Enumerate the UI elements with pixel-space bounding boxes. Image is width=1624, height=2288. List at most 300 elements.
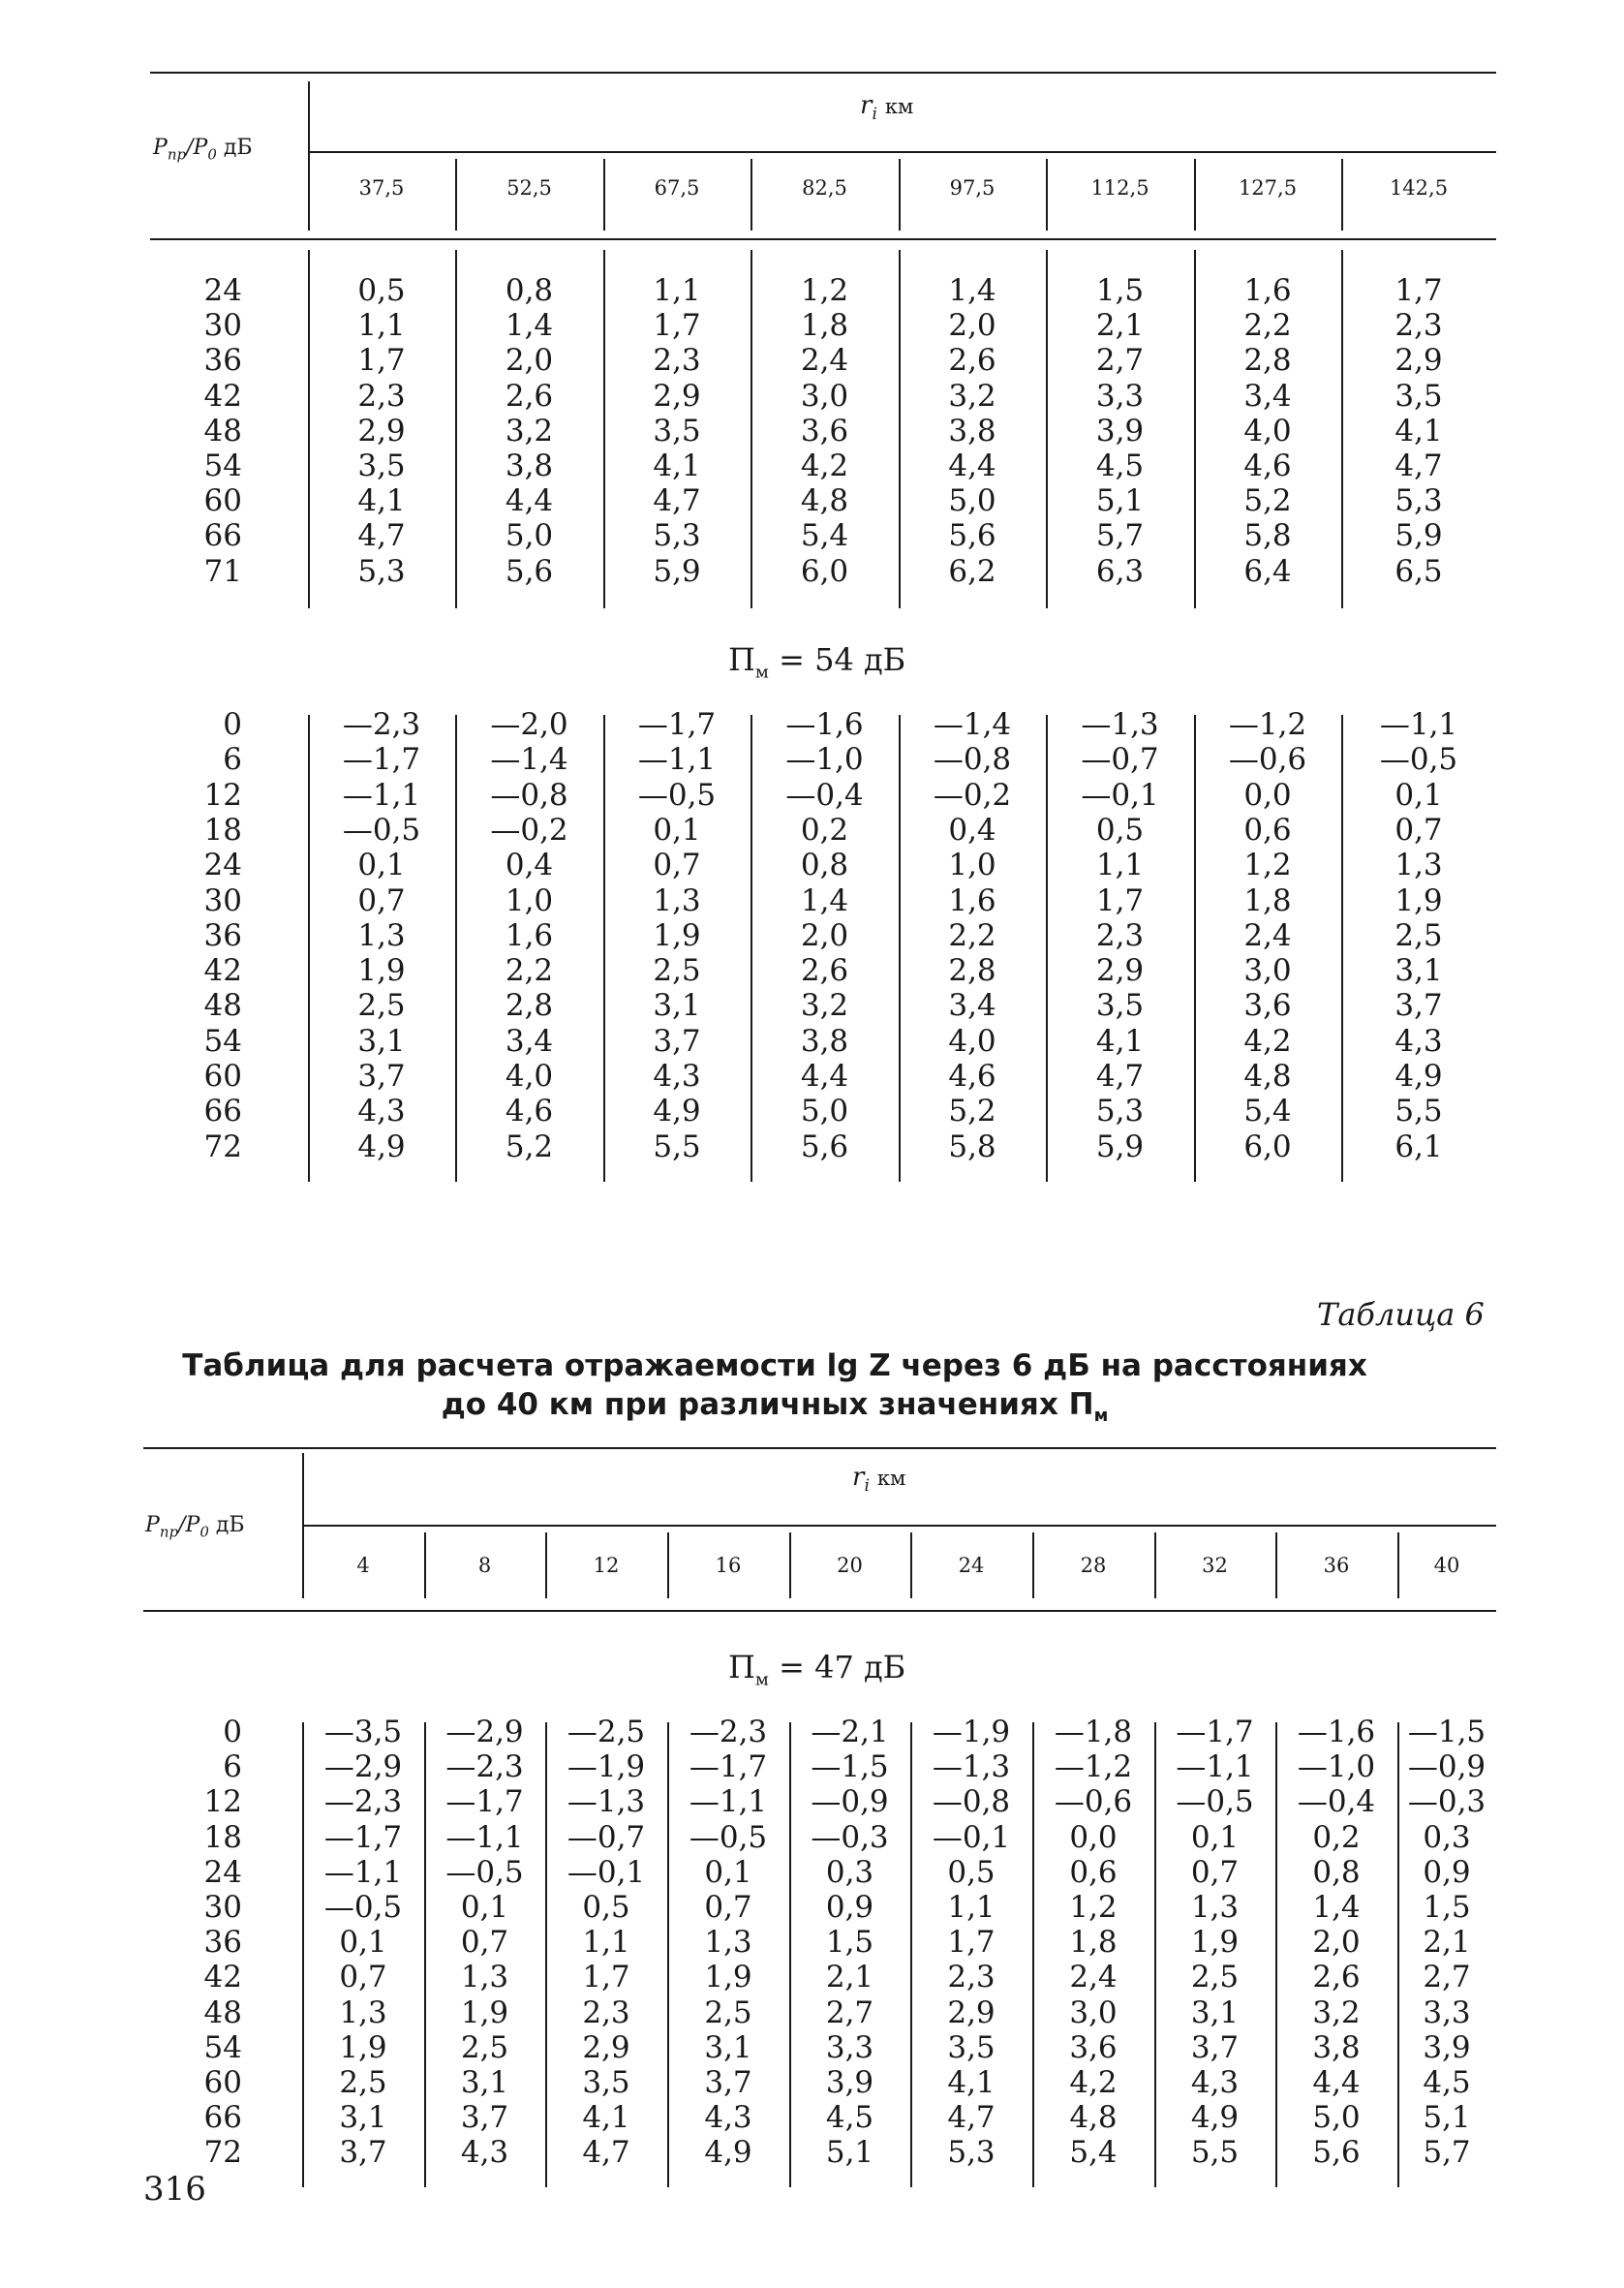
top-table-b1-column-divider: [455, 250, 457, 608]
top-table-b2-cell: —1,6: [785, 707, 864, 742]
table6-cell: 5,3: [947, 2135, 996, 2171]
top-table-b2-cell: 4,3: [357, 1094, 406, 1129]
top-table-b2-cell: 3,7: [357, 1059, 406, 1094]
top-table-b2-cell: 5,2: [948, 1094, 996, 1129]
top-table-b1-cell: 5,3: [357, 553, 406, 589]
table6-cell: 3,7: [1190, 2029, 1240, 2065]
top-table-column-divider: [751, 159, 752, 231]
table6-cell: 3,3: [825, 2029, 874, 2065]
table6-cell: —2,3: [323, 1784, 403, 1820]
top-table-b2-cell: —1,3: [1081, 707, 1159, 742]
top-table-b2-cell: 0,0: [1243, 777, 1292, 813]
table6-cell: 3,6: [1069, 2029, 1118, 2065]
pm-value: = 47 дБ: [768, 1649, 906, 1685]
top-table-b2-cell: —0,5: [637, 777, 717, 813]
top-table-b2-cell: 0,4: [948, 812, 996, 848]
top-table-b1-cell: 5,9: [653, 553, 701, 589]
table6-cell: 1,5: [825, 1925, 874, 1961]
top-table-b1-cell: 5,3: [653, 518, 701, 554]
top-table-b2-cell: 0,2: [800, 812, 849, 848]
top-table-b2-cell: —1,2: [1228, 707, 1307, 742]
top-table-b1-cell: 0,8: [505, 273, 554, 308]
top-table-column-header: 37,5: [358, 176, 405, 200]
top-table-b1-cell: 4,1: [1394, 413, 1443, 448]
top-table-b2-cell: 3,4: [505, 1023, 554, 1059]
top-table-b2-cell: 5,0: [800, 1094, 849, 1129]
table6-row-label: 36: [203, 1925, 242, 1961]
table6-column-divider: [1154, 1532, 1156, 1598]
top-table-b1-cell: 6,3: [1095, 553, 1145, 589]
top-table-rule-header-bottom: [150, 238, 1496, 240]
table6-column-header: 16: [715, 1554, 742, 1577]
table6-cell: 3,9: [1423, 2029, 1471, 2065]
table6-title-line2: [145, 1387, 1404, 1426]
table6-cell: —1,9: [567, 1749, 646, 1785]
top-table-b1-cell: 2,2: [1243, 308, 1292, 344]
table6-rule-mid: [302, 1525, 1496, 1527]
table6-cell: —0,7: [567, 1819, 646, 1855]
table6-row-label: 48: [203, 1994, 242, 2030]
top-table-b2-cell: 1,0: [948, 848, 996, 883]
top-table-b2-cell: 2,4: [1243, 917, 1292, 953]
top-table-b2-cell: 1,4: [800, 882, 849, 918]
top-table-row-header: [153, 136, 253, 163]
table6-cell: 5,1: [1423, 2100, 1471, 2136]
table6-cell: —1,7: [689, 1749, 768, 1785]
p-num: P: [153, 136, 168, 160]
top-table-b1-cell: 1,5: [1095, 273, 1145, 308]
top-table-b1-cell: 5,6: [505, 553, 554, 589]
top-table-b2-cell: —0,8: [933, 742, 1012, 778]
table6-cell: —1,5: [1407, 1715, 1486, 1749]
ri-sub: i: [872, 105, 877, 125]
table6-cell: —0,8: [932, 1784, 1011, 1820]
top-table-b2-cell: 2,6: [800, 953, 849, 989]
top-table-b2-cell: —0,7: [1081, 742, 1159, 778]
table6-cell: 1,3: [1190, 1890, 1240, 1925]
table6-cell: 5,5: [1190, 2135, 1240, 2171]
top-table-b2-row-label: 0: [223, 707, 242, 742]
top-table-b2-cell: 2,5: [653, 953, 701, 989]
table6-row-label: 42: [203, 1960, 242, 1995]
table6-row-label: 54: [203, 2029, 242, 2065]
table6-column-divider: [545, 1532, 547, 1598]
top-table-b2-row-label: 12: [203, 777, 242, 813]
top-table-b2-cell: 0,1: [357, 848, 406, 883]
top-table-b1-cell: 1,1: [653, 273, 701, 308]
table6-cell: 2,5: [339, 2065, 387, 2100]
top-table-b2-cell: 4,4: [800, 1059, 849, 1094]
top-table-b1-cell: 2,0: [948, 308, 996, 344]
top-table-b2-cell: 2,2: [948, 917, 996, 953]
table6-cell: 0,5: [947, 1854, 996, 1890]
top-table-b2-row-label: 30: [203, 882, 242, 918]
table6-cell: 2,5: [704, 1994, 752, 2030]
top-table-b1-cell: 1,8: [800, 308, 849, 344]
top-table-b1-cell: 3,4: [1243, 378, 1292, 414]
top-table-b2-cell: 4,2: [1243, 1023, 1292, 1059]
top-table-b1-cell: 1,4: [948, 273, 996, 308]
top-table-pm-label: [728, 641, 905, 682]
top-table-b2-row-label: 6: [223, 742, 242, 778]
table6-cell: 4,8: [1069, 2100, 1118, 2136]
top-table-b2-cell: 4,6: [505, 1094, 554, 1129]
top-table-b1-cell: 5,9: [1394, 518, 1443, 554]
top-table-b2-cell: 3,0: [1243, 953, 1292, 989]
top-table-b1-cell: 3,8: [948, 413, 996, 448]
table6-cell: —1,3: [567, 1784, 646, 1820]
top-table-b1-column-divider: [1046, 250, 1048, 608]
p-num-sub: пр: [167, 145, 187, 164]
table6-cell: 0,1: [1190, 1819, 1240, 1855]
top-table-b2-cell: 4,6: [948, 1059, 996, 1094]
top-table-b2-cell: 2,5: [357, 988, 406, 1024]
top-table-b1-cell: 5,2: [1243, 483, 1292, 519]
top-table-b1-cell: 1,7: [1394, 273, 1443, 308]
top-table-b2-column-divider: [1341, 715, 1343, 1182]
top-table-b2-cell: —2,0: [490, 707, 568, 742]
table6-cell: —1,1: [323, 1854, 403, 1890]
ri-symbol: r: [852, 1463, 865, 1492]
table6-cell: —0,1: [932, 1819, 1011, 1855]
table6-cell: —2,9: [445, 1715, 524, 1749]
top-table-column-divider: [455, 159, 457, 231]
top-table-column-header: 97,5: [949, 176, 996, 200]
top-table-b2-cell: —0,1: [1081, 777, 1159, 813]
table6-cell: 0,9: [1423, 1854, 1471, 1890]
top-table-b2-cell: 4,9: [357, 1129, 406, 1164]
top-table-b1-cell: 1,2: [800, 273, 849, 308]
table6-column-divider: [1032, 1722, 1034, 2187]
top-table-b2-cell: 5,2: [505, 1129, 554, 1164]
top-table-b2-cell: 5,5: [653, 1129, 701, 1164]
top-table-b1-row-label: 36: [203, 343, 242, 379]
top-table-b1-cell: 2,9: [357, 413, 406, 448]
top-table-b2-row-label: 48: [203, 988, 242, 1024]
table6-cell: 0,1: [339, 1925, 387, 1961]
table6-column-divider: [789, 1532, 791, 1598]
top-table-b2-cell: —0,4: [785, 777, 864, 813]
pm-sub: м: [754, 1669, 769, 1690]
top-table-b2-cell: —0,5: [1379, 742, 1458, 778]
ri-unit: км: [876, 1467, 906, 1490]
table6-row-label: 6: [223, 1749, 242, 1785]
top-table-b2-column-divider: [899, 715, 901, 1182]
table6-cell: 3,1: [460, 2065, 509, 2100]
table6-cell: 0,7: [704, 1890, 752, 1925]
table6-cell: —0,9: [1407, 1749, 1486, 1785]
table6-column-divider: [910, 1532, 912, 1598]
top-table-b1-cell: 4,2: [800, 448, 849, 483]
top-table-b2-cell: 5,4: [1243, 1094, 1292, 1129]
top-table-b2-cell: 0,6: [1243, 812, 1292, 848]
table6-column-header: 4: [356, 1554, 370, 1577]
top-table-column-divider: [603, 159, 605, 231]
table6-cell: 0,7: [339, 1960, 387, 1995]
top-table-b1-cell: 2,7: [1095, 343, 1145, 379]
top-table-b2-row-label: 42: [203, 953, 242, 989]
table6-cell: 1,2: [1069, 1890, 1118, 1925]
top-table-b2-cell: 1,2: [1243, 848, 1292, 883]
table6-row-label: 24: [203, 1854, 242, 1890]
table6-cell: 3,9: [825, 2065, 874, 2100]
p-den-sub: 0: [199, 1523, 209, 1541]
top-table-b1-cell: 3,0: [800, 378, 849, 414]
table6-cell: 2,3: [947, 1960, 996, 1995]
table6-cell: 2,3: [582, 1994, 630, 2030]
top-table-b2-cell: 3,7: [1394, 988, 1443, 1024]
top-table-b1-cell: 4,4: [505, 483, 554, 519]
table6-cell: 2,5: [460, 2029, 509, 2065]
top-table-b2-cell: —2,3: [342, 707, 421, 742]
top-table-b2-cell: 0,7: [653, 848, 701, 883]
table6-row-header: [145, 1513, 245, 1540]
top-table-b1-cell: 2,6: [505, 378, 554, 414]
table6-cell: 2,0: [1312, 1925, 1361, 1961]
table6-cell: 3,2: [1312, 1994, 1361, 2030]
table6-cell: 0,7: [460, 1925, 509, 1961]
table6-cell: 1,1: [947, 1890, 996, 1925]
top-table-column-divider: [1194, 159, 1196, 231]
top-table-b1-cell: 2,9: [1394, 343, 1443, 379]
table6-cell: —0,9: [811, 1784, 889, 1820]
top-table-b1-cell: 4,5: [1095, 448, 1145, 483]
table6-cell: 5,6: [1312, 2135, 1361, 2171]
table6-cell: 4,2: [1069, 2065, 1118, 2100]
top-table-b1-row-label: 24: [203, 273, 242, 308]
top-table-b2-cell: 4,3: [1394, 1023, 1443, 1059]
top-table-column-header: 82,5: [802, 176, 847, 200]
top-table-b1-cell: 3,2: [948, 378, 996, 414]
table6-column-divider: [667, 1532, 669, 1598]
top-table-b2-row-label: 60: [203, 1059, 242, 1094]
table6-cell: —2,3: [689, 1715, 768, 1749]
top-table-b2-cell: 3,8: [800, 1023, 849, 1059]
table6-column-header: 12: [593, 1554, 620, 1577]
table6-cell: 2,9: [947, 1994, 996, 2030]
top-table-b1-cell: 3,3: [1095, 378, 1145, 414]
top-table-b1-cell: 4,7: [1394, 448, 1443, 483]
table6-cell: 3,1: [704, 2029, 752, 2065]
table6-row-label: 30: [203, 1890, 242, 1925]
top-table-b2-cell: 4,3: [653, 1059, 701, 1094]
table6-cell: 3,7: [704, 2065, 752, 2100]
top-table-b2-cell: 4,7: [1095, 1059, 1145, 1094]
top-table-b2-cell: 4,0: [948, 1023, 996, 1059]
p-den: P: [185, 1513, 200, 1537]
top-table-b2-cell: —0,8: [490, 777, 568, 813]
top-table-b1-cell: 2,0: [505, 343, 554, 379]
table6-row-label: 12: [203, 1784, 242, 1820]
table6-cell: 2,5: [1190, 1960, 1240, 1995]
table6-cell: —1,8: [1054, 1715, 1133, 1749]
slash: /: [186, 136, 194, 160]
table6-cell: 1,3: [339, 1994, 387, 2030]
top-table-b2-cell: 1,6: [505, 917, 554, 953]
table6-column-divider: [545, 1722, 547, 2187]
top-table-b1-cell: 5,0: [505, 518, 554, 554]
table6-column-divider: [302, 1722, 304, 2187]
table6-cell: —1,1: [445, 1819, 524, 1855]
top-table-b1-cell: 3,2: [505, 413, 554, 448]
top-table-b1-cell: 4,0: [1243, 413, 1292, 448]
top-table-b1-cell: 2,9: [653, 378, 701, 414]
top-table-b1-cell: 3,9: [1095, 413, 1145, 448]
table6-title-line2-sub: м: [1093, 1406, 1109, 1427]
top-table-b2-cell: 3,1: [357, 1023, 406, 1059]
table6-cell: —0,1: [567, 1854, 646, 1890]
table6-cell: —1,7: [1176, 1715, 1254, 1749]
table6-cell: —2,3: [445, 1749, 524, 1785]
table6-cell: 4,7: [947, 2100, 996, 2136]
top-table-ri-header: [860, 91, 913, 124]
table6-column-divider: [1397, 1532, 1399, 1598]
ri-symbol: r: [860, 91, 873, 120]
table6-row-label: 72: [203, 2135, 242, 2171]
table6-cell: 5,1: [825, 2135, 874, 2171]
table6-cell: 4,3: [1190, 2065, 1240, 2100]
top-table-b1-cell: 1,4: [505, 308, 554, 344]
top-table-b1-cell: 3,6: [800, 413, 849, 448]
top-table-b2-cell: 1,8: [1243, 882, 1292, 918]
table6-cell: 4,4: [1312, 2065, 1361, 2100]
table6-column-header: 36: [1323, 1554, 1350, 1577]
table6-column-header: 28: [1080, 1554, 1107, 1577]
table6-title-line2-text: до 40 км при различных значениях П: [441, 1387, 1094, 1422]
top-table-b2-cell: 2,8: [948, 953, 996, 989]
table6-cell: 3,5: [947, 2029, 996, 2065]
top-table-b1-cell: 2,1: [1095, 308, 1145, 344]
top-table-b2-row-label: 18: [203, 812, 242, 848]
table6-cell: 0,3: [1423, 1819, 1471, 1855]
top-table-b1-cell: 5,6: [948, 518, 996, 554]
top-table-b1-cell: 4,7: [357, 518, 406, 554]
top-table-b1-cell: 4,7: [653, 483, 701, 519]
top-table-b2-cell: 3,1: [1394, 953, 1443, 989]
table6-cell: —0,4: [1297, 1784, 1376, 1820]
top-table-b2-cell: 2,2: [505, 953, 554, 989]
top-table-column-header: 112,5: [1090, 176, 1149, 200]
top-table-b1-cell: 1,7: [357, 343, 406, 379]
top-table-b1-cell: 5,7: [1095, 518, 1145, 554]
top-table-b2-cell: 1,3: [653, 882, 701, 918]
table6-column-divider: [789, 1722, 791, 2187]
top-table-b1-row-label: 30: [203, 308, 242, 344]
top-table-b2-cell: 4,9: [653, 1094, 701, 1129]
top-table-b2-cell: 3,2: [800, 988, 849, 1024]
top-table-column-header: 127,5: [1238, 176, 1298, 200]
top-table-b2-column-divider: [1194, 715, 1196, 1182]
table6-cell: 4,5: [825, 2100, 874, 2136]
top-table-b2-cell: 4,9: [1394, 1059, 1443, 1094]
top-table-b1-cell: 5,0: [948, 483, 996, 519]
table6-cell: 4,9: [704, 2135, 752, 2171]
top-table-column-divider: [1341, 159, 1343, 231]
table6-cell: 0,2: [1312, 1819, 1361, 1855]
top-table-b2-cell: 1,3: [357, 917, 406, 953]
top-table-b2-cell: 6,1: [1394, 1129, 1443, 1164]
top-table-b1-row-label: 42: [203, 378, 242, 414]
table6-cell: 0,5: [582, 1890, 630, 1925]
table6-cell: —1,2: [1054, 1749, 1133, 1785]
top-table-rule-top: [150, 72, 1496, 74]
top-table-b1-cell: 3,8: [505, 448, 554, 483]
top-table-b1-column-divider: [751, 250, 752, 608]
table6-cell: 5,7: [1423, 2135, 1471, 2171]
unit: дБ: [223, 136, 253, 160]
top-table-b1-cell: 2,3: [653, 343, 701, 379]
table6-cell: 1,9: [339, 2029, 387, 2065]
top-table-b1-cell: 2,3: [357, 378, 406, 414]
top-table-b1-cell: 1,1: [357, 308, 406, 344]
top-table-b2-cell: —1,7: [342, 742, 421, 778]
top-table-b1-column-divider: [1194, 250, 1196, 608]
top-table-b1-column-divider: [899, 250, 901, 608]
top-table-b1-cell: 4,4: [948, 448, 996, 483]
top-table-b1-row-label: 48: [203, 413, 242, 448]
table6-title-line1: Таблица для расчета отражаемости lg Z через 6 дБ на расстояниях: [182, 1348, 1367, 1383]
table6-cell: 3,8: [1312, 2029, 1361, 2065]
table6-cell: 3,5: [582, 2065, 630, 2100]
table6-cell: 3,1: [339, 2100, 387, 2136]
table6-cell: 1,9: [460, 1994, 509, 2030]
top-table-b1-cell: 5,4: [800, 518, 849, 554]
table6-cell: 1,9: [1190, 1925, 1240, 1961]
table6-cell: 2,6: [1312, 1960, 1361, 1995]
top-table-b2-cell: —1,7: [637, 707, 717, 742]
top-table-column-header: 142,5: [1389, 176, 1449, 200]
p-num: P: [145, 1513, 160, 1537]
table6-cell: 3,7: [339, 2135, 387, 2171]
table6-cell: 1,3: [460, 1960, 509, 1995]
top-table-b2-cell: 0,7: [357, 882, 406, 918]
top-table-b2-cell: —0,2: [933, 777, 1012, 813]
top-table-b1-cell: 6,2: [948, 553, 996, 589]
top-table-b2-cell: 4,0: [505, 1059, 554, 1094]
top-table-b2-row-label: 54: [203, 1023, 242, 1059]
top-table-b2-column-divider: [1046, 715, 1048, 1182]
page-number: 316: [143, 2170, 206, 2209]
top-table-b1-row-label: 54: [203, 448, 242, 483]
top-table-b2-cell: 4,8: [1243, 1059, 1292, 1094]
table6-cell: 1,9: [704, 1960, 752, 1995]
table6-column-divider: [667, 1722, 669, 2187]
table6-cell: 2,1: [825, 1960, 874, 1995]
top-table-b1-cell: 1,7: [653, 308, 701, 344]
unit: дБ: [215, 1513, 245, 1537]
table6-cell: —1,7: [323, 1819, 403, 1855]
table6-cell: 2,1: [1423, 1925, 1471, 1961]
top-table-b1-cell: 4,8: [800, 483, 849, 519]
top-table-b2-cell: 5,5: [1394, 1094, 1443, 1129]
top-table-b2-cell: 1,9: [1394, 882, 1443, 918]
table6-rule-header-bottom: [143, 1610, 1496, 1612]
table6-cell: 0,1: [460, 1890, 509, 1925]
top-table-b1-cell: 1,6: [1243, 273, 1292, 308]
top-table-rule-mid: [308, 151, 1496, 153]
table6-column-header: 24: [958, 1554, 985, 1577]
table6-cell: —0,5: [1176, 1784, 1254, 1820]
top-table-b1-cell: 4,6: [1243, 448, 1292, 483]
table6-cell: 1,7: [947, 1925, 996, 1961]
top-table-column-header: 52,5: [506, 176, 552, 200]
top-table-b2-column-divider: [751, 715, 752, 1182]
top-table-b2-cell: —1,4: [490, 742, 568, 778]
top-table-b2-cell: 3,4: [948, 988, 996, 1024]
table6-cell: 1,4: [1312, 1890, 1361, 1925]
top-table-column-header: 67,5: [654, 176, 700, 200]
top-table-b1-cell: 6,0: [800, 553, 849, 589]
